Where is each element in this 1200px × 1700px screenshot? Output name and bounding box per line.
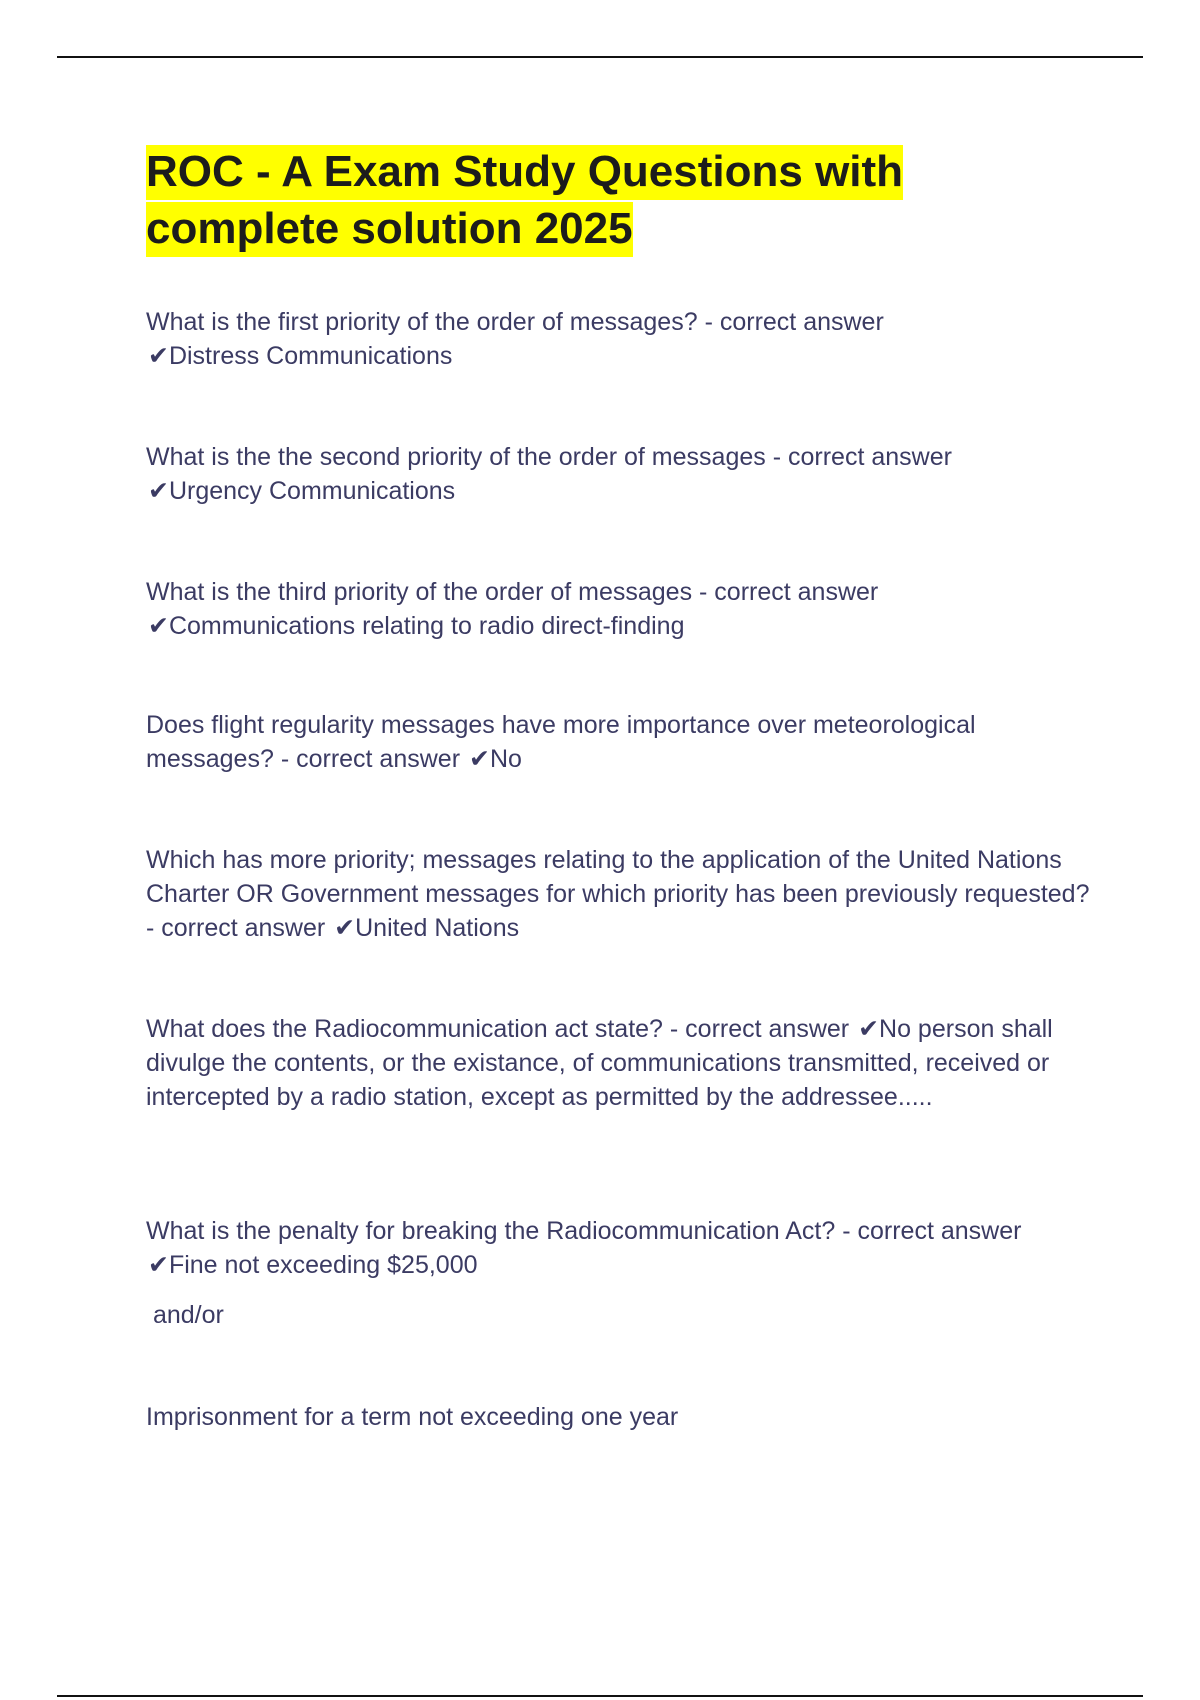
correct-answer-marker: - correct answer [704,308,884,336]
answer-text: United Nations [355,914,520,942]
top-rule [57,56,1143,58]
qa-item-2 [146,440,1091,508]
answer-text: Distress Communications [168,342,453,370]
qa-item-3 [146,575,1091,643]
answer-text: No [489,745,522,773]
check-icon: ✔ [334,914,356,942]
answer-text: No person shall divulge the contents, or the existance, of communications transmitted, received or intercepted by a radio station, except as permitted by the addressee..... [146,1015,1053,1111]
answer-continuation-imprisonment: Imprisonment for a term not exceeding one year [146,1403,679,1431]
bottom-rule [57,1695,1143,1697]
check-icon: ✔ [858,1015,880,1043]
question-text: What is the the second priority of the order of messages [146,443,766,471]
check-icon: ✔ [148,1251,169,1279]
question-text: What is the third priority of the order of messages [146,578,693,606]
document-title [146,143,1046,257]
question-text: What is the first priority of the order of messages? [146,308,698,336]
answer-continuation-andor: and/or [146,1301,224,1329]
correct-answer-marker: - correct answer [699,578,879,606]
qa-item-1 [146,305,1091,373]
answer-text: Communications relating to radio direct-finding [168,612,685,640]
title-line-1: ROC - A Exam Study Questions with [146,145,903,200]
correct-answer-marker: - correct answer [146,914,326,942]
answer-text: Fine not exceeding $25,000 [168,1251,478,1279]
title-line-2: complete solution 2025 [146,202,633,257]
check-icon: ✔ [148,342,169,370]
qa-item-5 [146,843,1091,945]
check-icon: ✔ [468,745,490,773]
answer-text: Urgency Communications [168,477,456,505]
correct-answer-marker: - correct answer [669,1015,850,1043]
qa-item-6 [146,1012,1091,1114]
qa-item-7 [146,1214,1091,1282]
question-text: Which has more priority; messages relating to the application of the United Nations Charter OR Government messages for which priority has been previously requested? [146,846,1090,908]
correct-answer-marker: - correct answer [280,745,461,773]
check-icon: ✔ [148,612,169,640]
question-text: Does flight regularity messages have more importance over meteorological messages? [146,711,976,773]
qa-item-4 [146,708,1091,776]
question-text: What does the Radiocommunication act state? [146,1015,663,1043]
correct-answer-marker: - correct answer [842,1217,1022,1245]
question-text: What is the penalty for breaking the Radiocommunication Act? [146,1217,836,1245]
correct-answer-marker: - correct answer [772,443,952,471]
check-icon: ✔ [148,477,169,505]
